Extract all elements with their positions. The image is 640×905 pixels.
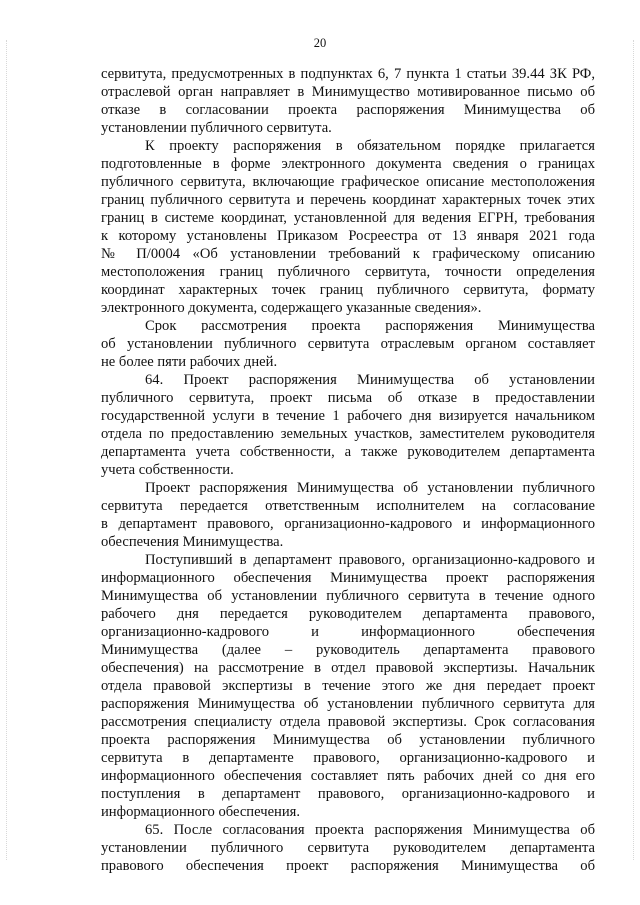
text-line: учета собственности. <box>101 462 234 478</box>
text-line: Минимущества об установлении публичного сервитута в течение одного <box>101 588 595 604</box>
text-line: отдела правовой экспертизы в течение этого же дня передает проект <box>101 678 595 694</box>
text-line: не более пяти рабочих дней. <box>101 354 278 370</box>
text-line: границ публичного сервитута и перечень координат характерных точек этих <box>101 192 595 208</box>
text-line: К проекту распоряжения в обязательном порядке прилагается <box>145 138 595 154</box>
text-line: отраслевой орган направляет в Минимущество мотивированное письмо об <box>101 84 595 100</box>
text-line: информационного обеспечения. <box>101 804 301 820</box>
text-line: электронного документа, содержащего указанные сведения». <box>101 300 482 316</box>
text-line: государственной услуги в течение 1 рабочего дня визируется начальником <box>101 408 595 424</box>
text-line: обеспечения Минимущества. <box>101 534 284 550</box>
text-line: сервитута передается ответственным исполнителем на согласование <box>101 498 595 514</box>
text-line: обеспечения) на рассмотрение в отдел правовой экспертизы. Начальник <box>101 660 595 676</box>
scan-edge-right <box>633 40 635 860</box>
text-line: рассмотрения специалисту отдела правовой экспертизы. Срок согласования <box>101 714 595 730</box>
text-line: отказе в согласовании проекта распоряжения Минимущества об <box>101 102 595 118</box>
text-line: департамента учета собственности, а также руководителем департамента <box>101 444 595 460</box>
text-line: правового обеспечения проект распоряжения Минимущества об <box>101 858 595 874</box>
text-line: информационного обеспечения составляет пять рабочих дней со дня его <box>101 768 595 784</box>
text-line: координат характерных точек границ публичного сервитута, формату <box>101 282 595 298</box>
text-line: Поступивший в департамент правового, организационно-кадрового и <box>145 552 595 568</box>
text-line: 65. После согласования проекта распоряжения Минимущества об <box>145 822 595 838</box>
scan-edge-left <box>6 40 8 860</box>
text-line: к которому установлены Приказом Росреестра от 13 января 2021 года <box>101 228 595 244</box>
text-line: сервитута в департаменте правового, организационно-кадрового и <box>101 750 595 766</box>
text-line: распоряжения Минимущества об установлении публичного сервитута для <box>101 696 595 712</box>
page-number: 20 <box>313 36 327 50</box>
text-line: отдела по предоставлению земельных участков, заместителем руководителя <box>101 426 595 442</box>
text-line: № П/0004 «Об установлении требований к графическому описанию <box>101 246 595 262</box>
text-line: проекта распоряжения Минимущества об установлении публичного <box>101 732 595 748</box>
text-line: рабочего дня передается руководителем департамента правового, <box>101 606 595 622</box>
text-line: местоположения границ публичного сервитута, точности определения <box>101 264 595 280</box>
text-line: Срок рассмотрения проекта распоряжения Минимущества <box>145 318 595 334</box>
text-line: границ в системе координат, установленной для ведения ЕГРН, требования <box>101 210 595 226</box>
text-line: организационно-кадрового и информационного обеспечения <box>101 624 595 640</box>
text-line: публичного сервитута, проект письма об отказе в предоставлении <box>101 390 595 406</box>
text-line: поступления в департамент правового, организационно-кадрового и <box>101 786 595 802</box>
text-line: сервитута, предусмотренных в подпунктах 6, 7 пункта 1 статьи 39.44 ЗК РФ, <box>101 66 595 82</box>
text-line: 64. Проект распоряжения Минимущества об установлении <box>145 372 595 388</box>
text-line: установлении публичного сервитута руководителем департамента <box>101 840 595 856</box>
text-line: в департамент правового, организационно-кадрового и информационного <box>101 516 595 532</box>
text-line: информационного обеспечения Минимущества проект распоряжения <box>101 570 595 586</box>
text-line: об установлении публичного сервитута отраслевым органом составляет <box>101 336 595 352</box>
text-line: Минимущества (далее – руководитель департамента правового <box>101 642 595 658</box>
text-line: установлении публичного сервитута. <box>101 120 332 136</box>
text-line: подготовленные в форме электронного документа сведения о границах <box>101 156 595 172</box>
text-line: публичного сервитута, включающие графическое описание местоположения <box>101 174 595 190</box>
text-line: Проект распоряжения Минимущества об установлении публичного <box>145 480 595 496</box>
